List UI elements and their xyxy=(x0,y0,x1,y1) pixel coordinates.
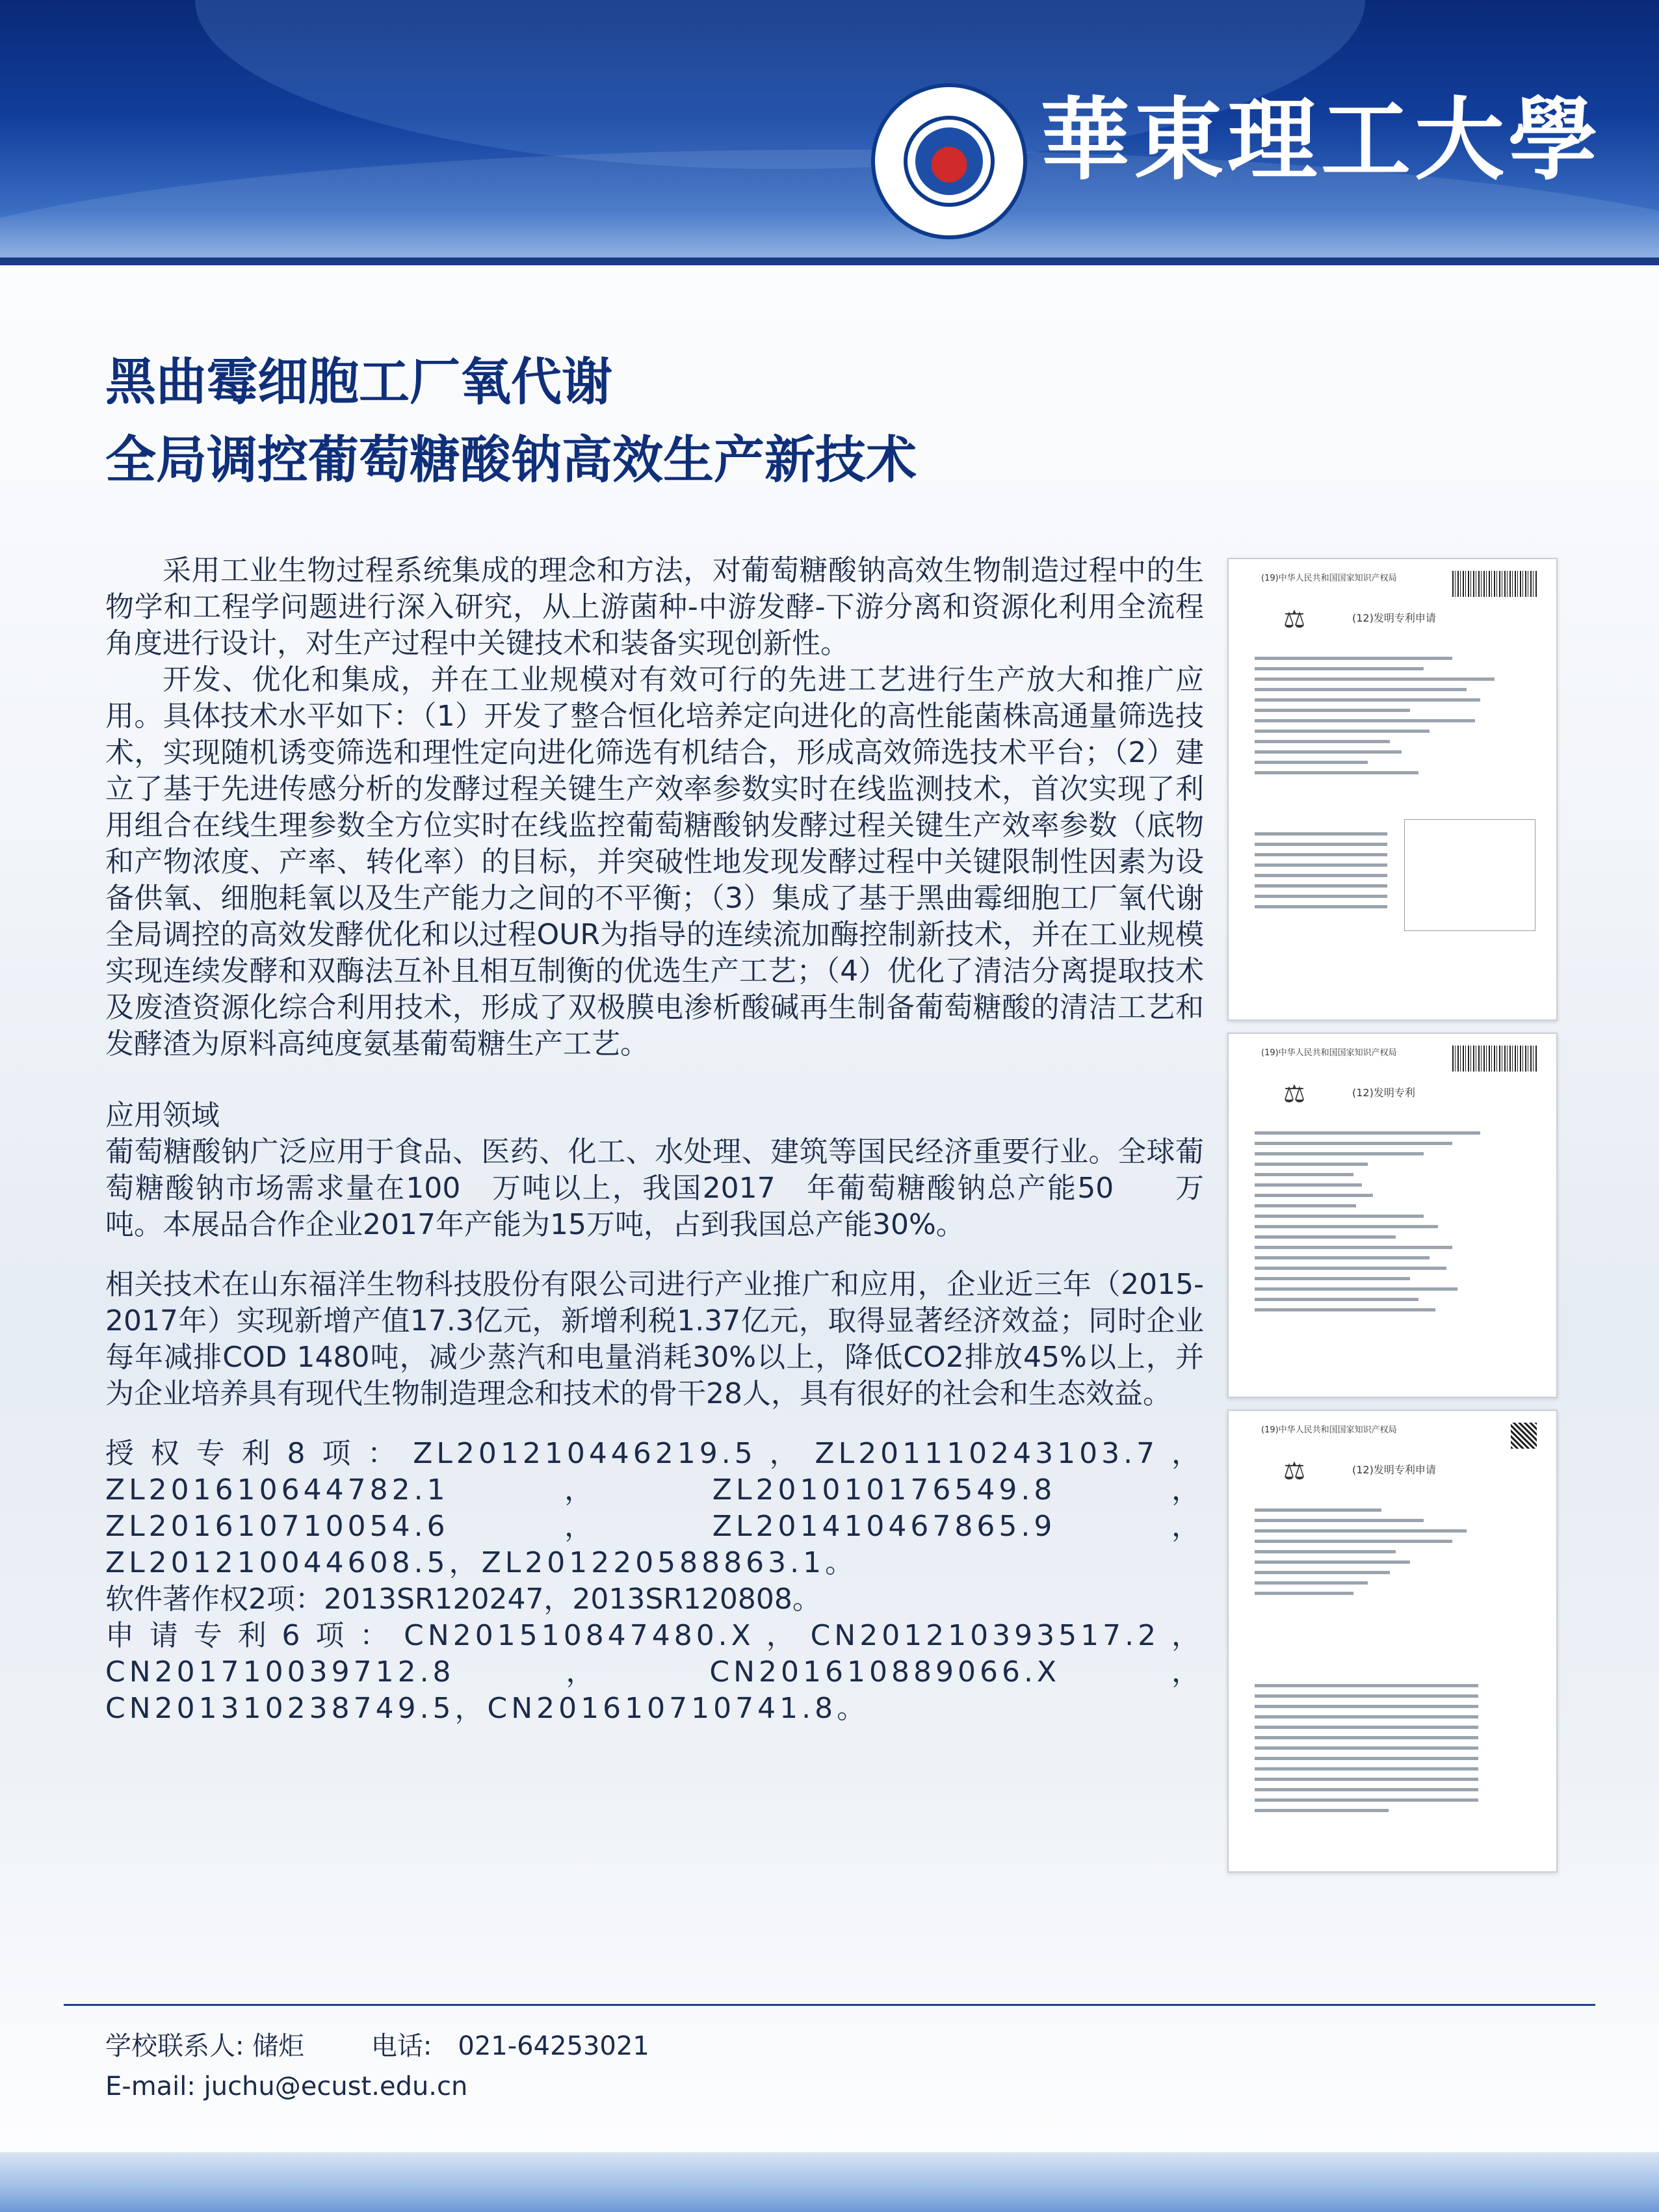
title-line-2: 全局调控葡萄糖酸钠高效生产新技术 xyxy=(105,431,917,490)
document-type: (12)发明专利申请 xyxy=(1352,612,1436,624)
document-header: (19)中华人民共和国国家知识产权局 xyxy=(1261,1425,1397,1435)
logo-core xyxy=(915,127,983,195)
application-heading: 应用领域 xyxy=(105,1099,220,1132)
main-body xyxy=(105,553,1204,1727)
patent-office-icon: ⚖ xyxy=(1283,605,1306,633)
patents-applied: 申请专利6项：CN201510847480.X，CN201210393517.2，CN201710039712.8，CN201610889066.X，CN201310238749.5，CN201610710741.8。 xyxy=(105,1619,1204,1725)
document-type: (12)发明专利申请 xyxy=(1352,1464,1436,1476)
patent-office-icon: ⚖ xyxy=(1283,1456,1306,1485)
university-name: 華東理工大學 xyxy=(1040,86,1602,192)
page-title xyxy=(105,343,917,499)
barcode-icon xyxy=(1452,571,1537,597)
patent-document-2 xyxy=(1227,1033,1558,1398)
document-type: (12)发明专利 xyxy=(1352,1086,1415,1099)
patent-document-3 xyxy=(1227,1410,1558,1873)
abstract-text xyxy=(1255,1684,1478,1819)
contact-info xyxy=(105,2026,649,2107)
barcode-icon xyxy=(1452,1046,1537,1072)
document-header: (19)中华人民共和国国家知识产权局 xyxy=(1261,1048,1397,1058)
school-contact: 学校联系人: 储炬 xyxy=(105,2031,305,2061)
document-text xyxy=(1255,657,1537,782)
university-logo xyxy=(871,83,1027,239)
paragraph-technology: 开发、优化和集成，并在工业规模对有效可行的先进工艺进行生产放大和推广应用。具体技术水平如下：（1）开发了整合恒化培养定向进化的高性能菌株高通量筛选技术，实现随机诱变筛选和理性定向进化筛选有机结合，形成高效筛选技术平台；（2）建立了基于先进传感分析的发酵过程关键生产效率参数实时在线监测技术，首次实现了利用组合在线生理参数全方位实时在线监控葡萄糖酸钠发酵过程关键生产效率参数（底物和产物浓度、产率、转化率）的目标，并突破性地发现发酵过程中关键限制性因素为设备供氧、细胞耗氧以及生产能力之间的不平衡；（3）集成了基于黑曲霉细胞工厂氧代谢全局调控的高效发酵优化和以过程OUR为指导的连续流加酶控制新技术，并在工业规模实现连续发酵和双酶法互补且相互制衡的优选生产工艺；（4）优化了清洁分离提取技术及废渣资源化综合利用技术，形成了双极膜电渗析酸碱再生制备葡萄糖酸的清洁工艺和发酵渣为原料高纯度氨基葡萄糖生产工艺。 xyxy=(105,663,1204,1060)
document-text xyxy=(1255,1131,1537,1319)
abstract-text xyxy=(1255,832,1387,915)
patent-office-icon: ⚖ xyxy=(1283,1079,1306,1108)
paragraph-intro: 采用工业生物过程系统集成的理念和方法，对葡萄糖酸钠高效生物制造过程中的生物学和工程学问题进行深入研究，从上游菌种-中游发酵-下游分离和资源化利用全流程角度进行设计，对生产过程中关键技术和装备实现创新性。 xyxy=(105,554,1204,660)
contact-phone: 电话: 021-64253021 xyxy=(371,2031,649,2061)
document-text xyxy=(1255,1508,1537,1602)
footer-band xyxy=(0,2152,1659,2212)
contact-divider xyxy=(64,2004,1595,2006)
contact-email[interactable]: E-mail: juchu@ecust.edu.cn xyxy=(105,2072,468,2101)
document-header: (19)中华人民共和国国家知识产权局 xyxy=(1261,573,1397,583)
patents-granted: 授权专利8项：ZL201210446219.5，ZL201110243103.7，ZL201610644782.1，ZL201010176549.8，ZL201610710054.6，ZL201410467865.9，ZL201210044608.5，ZL201220588863.1。 xyxy=(105,1437,1204,1579)
document-figure xyxy=(1404,819,1535,931)
patent-document-1 xyxy=(1227,558,1558,1021)
title-line-1: 黑曲霉细胞工厂氧代谢 xyxy=(105,353,613,412)
paragraph-impact: 相关技术在山东福洋生物科技股份有限公司进行产业推广和应用，企业近三年（2015-2017年）实现新增产值17.3亿元，新增利税1.37亿元，取得显著经济效益；同时企业每年减排COD 1480吨，减少蒸汽和电量消耗30%以上，降低CO2排放45%以上，并为企业培养具有现代生物制造理念和技术的骨干28人，具有很好的社会和生态效益。 xyxy=(105,1268,1204,1410)
paragraph-application: 葡萄糖酸钠广泛应用于食品、医药、化工、水处理、建筑等国民经济重要行业。全球葡萄糖酸钠市场需求量在100 万吨以上，我国2017 年葡萄糖酸钠总产能50 万吨。本展品合作企业2017年产能为15万吨，占到我国总产能30%。 xyxy=(105,1135,1204,1241)
banner-divider xyxy=(0,257,1659,265)
software-copyright: 软件著作权2项：2013SR120247，2013SR120808。 xyxy=(105,1583,821,1616)
header-banner xyxy=(0,0,1659,265)
qr-code-icon xyxy=(1511,1423,1537,1449)
